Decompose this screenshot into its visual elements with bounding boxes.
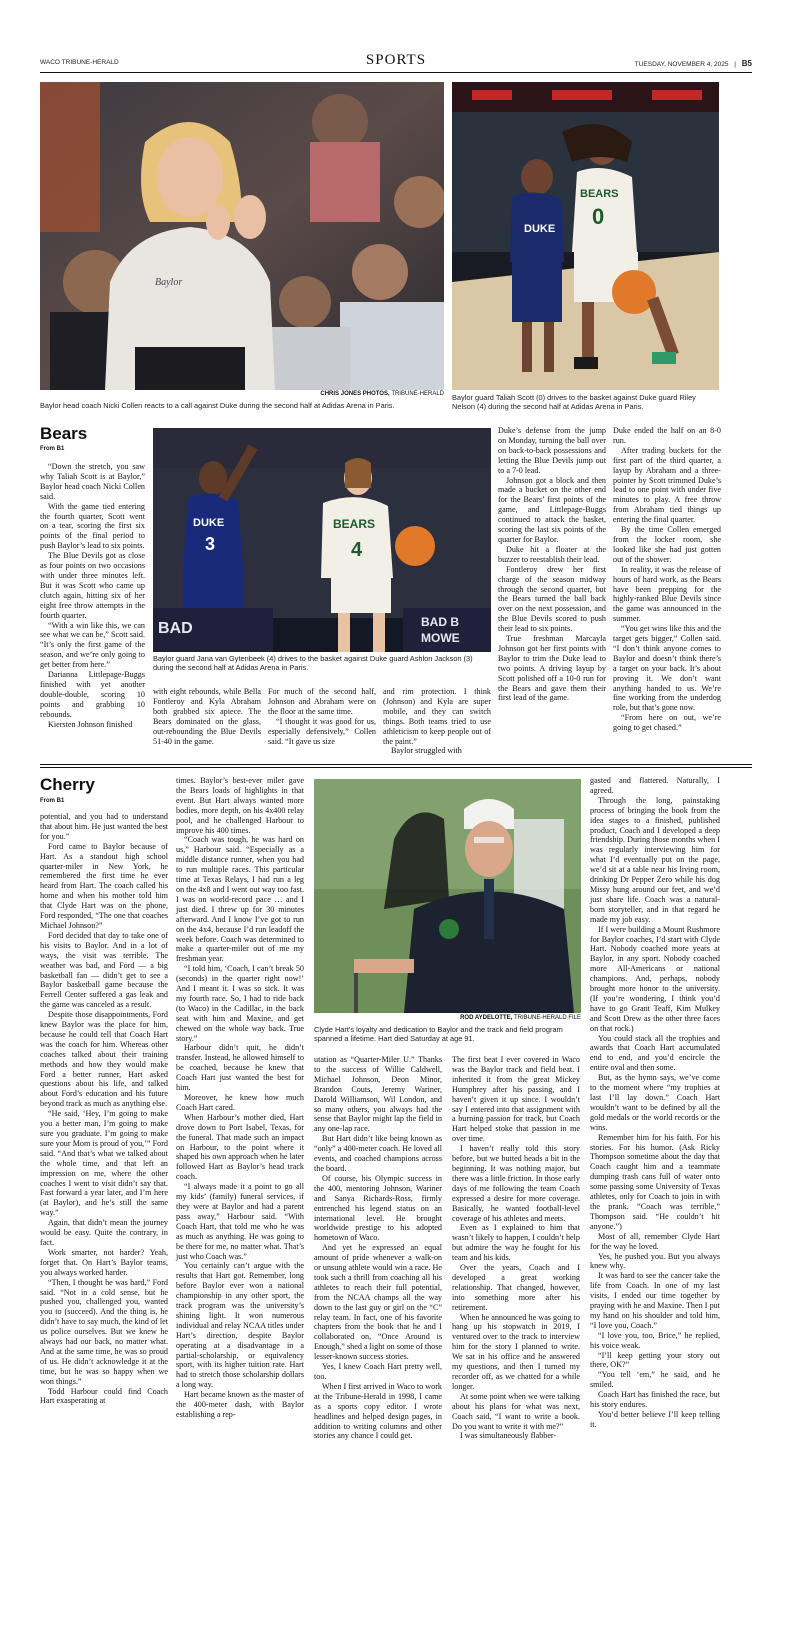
paragraph: It was hard to see the cancer take the life from Coach. In one of my last visits, I ended our time together by praying with he and Maxine. Then I put my hand on his shoulder and told him, “I love you, Coach.” xyxy=(590,1271,720,1330)
credit-org: TRIBUNE-HERALD xyxy=(391,391,444,397)
paragraph: The first beat I ever covered in Waco was the Baylor track and field beat. I inherited it from the great Mickey Humphrey after his passing, and I haven’t given it up since. I wouldn’t say I entered into that assignment with a burning passion for track, but Coach Hart helped stoke that passion in me over time. xyxy=(452,1055,580,1144)
bears-col6 xyxy=(613,426,721,733)
page-number: B5 xyxy=(741,59,752,68)
paragraph: Ford decided that day to take one of his visits to Baylor. And in a lot of ways, the visit was terrible. The weather was bad, and Ford — a big basketball fan — didn’t get to see a Baylor basketball game because the Ferrell Center suffered a gas leak and the game was canceled as a result. xyxy=(40,930,168,1010)
jersey-number-3: 4 xyxy=(351,539,363,561)
paragraph: If I were building a Mount Rushmore for Baylor coaches, I’d start with Clyde Hart. Nobody coached more years at Baylor, in any sport. Nobody coached more All-Americans or national champions. And, perhaps, nobody brought more honor to the university. (If you’re wondering, I think you’d have to go Grant Teaff, Kim Mulkey and Scott Drew as the other three faces on that rock.) xyxy=(590,924,720,1033)
header-rule xyxy=(40,72,752,73)
hart-photo xyxy=(314,779,581,1013)
credit-name-4: ROD AYDELOTTE, xyxy=(460,1015,513,1021)
paragraph: For much of the second half, Johnson and Abraham were on the floor at the same time. xyxy=(268,687,376,716)
photo4-caption: Clyde Hart's loyalty and dedication to Baylor and the track and field program spanned a lifetime. Hart died Saturday at age 91. xyxy=(314,1025,563,1043)
bears-col1 xyxy=(40,462,145,729)
paragraph: “I told him, ‘Coach, I can’t break 50 (seconds) in the quarter right now!’ And I meant it. I was so sick. It was my fourth race. So, I had to ride back (to Waco) in the Cadillac, in the back seat with him and Maxine, and get chewed on the whole way back. True story.” xyxy=(176,964,304,1043)
paragraph: At some point when we were talking about his plans for what was next, Coach said, “I want to write a book. Do you want to write it with me?” xyxy=(452,1391,580,1431)
section-title: SPORTS xyxy=(365,52,427,68)
paragraph: When I first arrived in Waco to work at the Tribune-Herald in 1998, I came as a sports copy editor. I wrote headlines and helped design pages, in addition to writing columns and other stories any chance I could get. xyxy=(314,1381,442,1441)
paragraph: “Down the stretch, you saw why Taliah Scott is at Baylor,” Baylor head coach Nicki Collen said. xyxy=(40,462,145,501)
paragraph: Yes, he pushed you. But you always knew why. xyxy=(590,1251,720,1271)
cherry-jump: From B1 xyxy=(40,798,65,804)
paragraph: With the game tied entering the fourth quarter, Scott went on a tear, scoring the first six points of the final period to push Baylor’s lead to six points. xyxy=(40,501,145,551)
paragraph: times. Baylor’s best-ever miler gave the Bears loads of highlights in that event. But Hart always wanted more bodies, more depth, on his 4x400 relay pool, and he challenged Harbour to improve his 400 times. xyxy=(176,776,304,835)
bears-col4 xyxy=(383,687,491,756)
coach-photo xyxy=(40,82,444,390)
jersey-team-3: BEARS xyxy=(333,517,376,531)
paragraph: “You tell ‘em,” he said, and he smiled. xyxy=(590,1370,720,1390)
paragraph: potential, and you had to understand that about him. He just wanted the best for you.” xyxy=(40,812,168,841)
bears-headline: Bears xyxy=(40,424,88,443)
paragraph: “I always made it a point to go all my kids’ (family) funeral services, if they were at Baylor and had a parent pass away,” Harbour said. “With Coach Hart, that told me who he was as much as anything. He was going to be there for me, no matter what. That’s just who Coach was.” xyxy=(176,1182,304,1261)
board-right-2: MOWE xyxy=(421,631,460,645)
paragraph: “From here on out, we’re going to get chased.” xyxy=(613,713,721,733)
opp-jersey-3: DUKE xyxy=(193,517,225,529)
paragraph: “I’ll keep getting your story out there, OK?” xyxy=(590,1350,720,1370)
scott-photo xyxy=(452,82,719,390)
paragraph: The Blue Devils got as close as four points on two occasions with under three minutes left. But it was Scott who came up clutch again, hitting six of her eight free throw attempts in the fourth quarter. xyxy=(40,551,145,620)
paragraph: Yes, I knew Coach Hart pretty well, too. xyxy=(314,1362,442,1381)
paragraph: “I love you, too, Brice,” he replied, his voice weak. xyxy=(590,1330,720,1350)
paragraph: with eight rebounds, while Bella Fontleroy and Kyla Abraham both grabbed six apiece. The Bears dominated on the glass, out-rebounding the Blue Devils 51-40 in the game. xyxy=(153,687,261,746)
paragraph: “Then, I thought he was hard,” Ford said. “Not in a cold sense, but he pushed you, challenged you, wanted you to (succeed). And the thing is, he didn’t have to say much, the kind of let us police ourselves. But we knew he always had our back, no matter what. And at the same time, he was so proud of us. He didn’t acknowledge it at the time, but he was so happy when we won things.” xyxy=(40,1277,168,1386)
credit-name: CHRIS JONES PHOTOS, xyxy=(320,391,390,397)
paragraph: utation as “Quarter-Miler U.” Thanks to the success of Willie Caldwell, Michael Johnson, Deon Minor, Brandon Couts, Jeremy Wariner, Darold Williamson, Wil London, and so many others, you always had the sense that Baylor might lap the field in any one-lap race. xyxy=(314,1055,442,1134)
paragraph: Baylor struggled with xyxy=(391,746,462,756)
paragraph: I haven’t really told this story before, but we butted heads a bit in the beginning. It was nothing major, but there was a little friction. In those early days of me following the team Coach expressed a desire for more coverage. Basically, he wanted football-level coverage of his athletes and meets. xyxy=(452,1144,580,1223)
paragraph: Most of all, remember Clyde Hart for the way he loved. xyxy=(590,1231,720,1251)
story-divider-top xyxy=(40,764,752,765)
paragraph: Moreover, he knew how much Coach Hart cared. xyxy=(176,1093,304,1112)
paragraph: “With a win like this, we can see what we can be,” Scott said. “It’s only the first game of the season, and we’re only going to get better from here.” xyxy=(40,620,145,670)
cherry-col4 xyxy=(452,1055,580,1441)
paragraph: Work smarter, not harder? Yeah, forget that. On Hart’s Baylor teams, you always worked harder. xyxy=(40,1247,168,1277)
paragraph: Johnson got a block and then made a bucket on the other end for the Bears’ first points of the game, and Littlepage-Buggs continued to attack the basket, scoring the last six points of the quarter for Baylor. xyxy=(498,475,606,544)
cherry-col5 xyxy=(590,776,720,1430)
bears-col2 xyxy=(153,687,261,746)
cherry-col3 xyxy=(314,1055,442,1441)
paragraph: “You get wins like this and the target gets bigger,” Collen said. “I don’t think anyone comes to Baylor and doesn’t think there’s a target on your back. It’s about proving it. We don’t want anything handed to us. We’re fine working from the underdog role, but that’s gone now. xyxy=(613,624,721,713)
paragraph: “I thought it was good for us, especially defensively,” Collen said. “It gave us size xyxy=(268,716,376,746)
paragraph: Even as I explained to him that wasn’t likely to happen, I couldn’t help but admire the way he fought for his team and his kids. xyxy=(452,1223,580,1263)
story-divider-bottom xyxy=(40,767,752,768)
paragraph: Darianna Littlepage-Buggs finished with yet another double-double, scoring 10 points and grabbing 10 rebounds. xyxy=(40,670,145,719)
paragraph: Hart became known as the master of the 400-meter dash, with Baylor establishing a rep- xyxy=(176,1390,304,1419)
paragraph: I was simultaneously flabber- xyxy=(460,1431,557,1441)
paragraph: When Harbour’s mother died, Hart drove down to Port Isabel, Texas, for the funeral. That made such an impact on Harbour, to the point where it shaped his own approach when he later followed Hart as Baylor’s head track coach. xyxy=(176,1112,304,1182)
paragraph: Ford came to Baylor because of Hart. As a standout high school quarter-miler in New York, he remembered the first time he ever heard from Hart. The coach called his home and when his mother told him that Clyde Hart was on the phone, Ford responded, “The one that coaches Michael Johnson?” xyxy=(40,841,168,930)
paragraph: Harbour didn’t quit, he didn’t transfer. Instead, he allowed himself to be coached, because he knew that Coach Hart just wanted the best for him. xyxy=(176,1043,304,1093)
paragraph: You certainly can’t argue with the results that Hart got. Remember, long before Baylor ever won a national championship in any other sport, the track program was the university’s shining light. It won numerous individual and relay NCAA titles under Hart’s direction, despite Baylor operating at a disadvantage in a partial-scholarship, or equivalency sport, with its higher tuition rate. Hart had to stretch those scholarship dollars a long way. xyxy=(176,1261,304,1390)
paragraph: Duke hit a floater at the buzzer to reestablish their lead. xyxy=(498,544,606,564)
vangytenbeek-photo xyxy=(153,428,491,652)
paragraph: Coach Hart has finished the race, but his story endures. xyxy=(590,1390,720,1410)
shirt-logo: Baylor xyxy=(155,277,183,288)
paragraph: But, as the hymn says, we’ve come to the moment where “my trophies at last I’ll lay down.” Coach Hart wouldn’t want to be defined by all the gold medals or the world records or the wins. xyxy=(590,1073,720,1132)
opp-number-3: 3 xyxy=(205,534,216,554)
paragraph: Todd Harbour could find Coach Hart exasperating at xyxy=(40,1386,168,1406)
paragraph: Over the years, Coach and I developed a great working relationship. That changed, however, into something more after his retirement. xyxy=(452,1263,580,1312)
jersey-number: 0 xyxy=(592,204,605,229)
paragraph: gasted and flattered. Naturally, I agreed. xyxy=(590,776,720,795)
paragraph: Remember him for his faith. For his stories. For his humor. (Ask Ricky Thompson sometime about the day that Coach caught him and a teammate dumping trash cans full of water onto some passing some University of Texas athletes, only for Coach to join in with the prank. “Coach was terrible,” Thompson said. “He couldn’t hit anyone.”) xyxy=(590,1132,720,1231)
cherry-headline: Cherry xyxy=(40,775,95,794)
paragraph: “He said, ‘Hey, I’m going to make you a better man, I’m going to make sure you graduate. I’m going to make sure your Mom is proud of you,’” Ford said. “And that’s what we talked about the whole time, and that left an impression on me, where the other coaches I went to visit didn’t say that. Fast forward a year later, and I’m here (at Baylor), and he’s still the same way.” xyxy=(40,1109,168,1218)
paragraph: Again, that didn’t mean the journey would be easy. Quite the contrary, in fact. xyxy=(40,1218,168,1247)
paragraph: Duke ended the half on an 8-0 run. xyxy=(613,426,721,445)
paragraph: Through the long, painstaking process of bringing the book from the idea stages to a finished, published product, Coach and I developed a deep friendship. During those months when I was regularly interviewing him for what I’d eventually put on the page, we’d sit at a table near his living room, drinking Dr Pepper Zero while his dog Missy hung around our feet, and we’d just share life. Coach was a natural-born storyteller, and in that regard he made my job easy. xyxy=(590,795,720,924)
paragraph: And yet he expressed an equal amount of pride whenever a walk-on or unsung athlete would win a race. He took such a thrill from coaching all his athletes to reach their full potential, from the NCAA champs all the way down to the last guy or girl on the “C” relay team. In fact, one of his favorite chapters from the book that he and I collaborated on, “Once Around is Enough,” shed a light on some of those lesser-known success stories. xyxy=(314,1243,442,1362)
cherry-col1 xyxy=(40,812,168,1406)
paragraph: In reality, it was the release of hours of hard work, as the Bears have been prepping for the highly-ranked Blue Devils since the game was announced in the summer. xyxy=(613,564,721,624)
photo1-credit xyxy=(40,391,444,397)
board-right: BAD B xyxy=(421,615,459,629)
bears-jump: From B1 xyxy=(40,446,65,452)
page-info: TUESDAY, NOVEMBER 4, 2025 | B5 xyxy=(634,59,752,68)
date: TUESDAY, NOVEMBER 4, 2025 xyxy=(634,61,729,68)
photo1-caption: Baylor head coach Nicki Collen reacts to a call against Duke during the second half at Adidas Arena in Paris. xyxy=(40,401,395,410)
bears-col5 xyxy=(498,426,606,703)
paragraph: When he announced he was going to hang up his stopwatch in 2019, I ventured over to the track to interview him for the story I planned to write. We sat in his office and he answered my questions, and then I turned my recorder off, as we chatted for a while longer. xyxy=(452,1312,580,1391)
photo2-caption: Baylor guard Taliah Scott (0) drives to the basket against Duke guard Riley Nelson (4) during the second half at Adidas Arena in Paris. xyxy=(452,393,696,411)
paragraph: Kiersten Johnson finished xyxy=(48,719,133,729)
jersey-team: BEARS xyxy=(580,188,619,200)
cherry-col2 xyxy=(176,776,304,1420)
paragraph: and rim protection. I think (Johnson) and Kyla are super mobile, and they can switch things. Both teams tried to use athleticism to keep people out of the paint.” xyxy=(383,687,491,746)
paragraph: Fontleroy drew her first charge of the season midway through the second quarter, but the Bears turned the ball back over on the next possession, and the Blue Devils scored to push their lead to six points. xyxy=(498,564,606,634)
opp-jersey: DUKE xyxy=(524,223,556,235)
photo3-caption: Baylor guard Jana van Gytenbeek (4) drives to the basket against Duke guard Ashlon Jackson (3) during the second half at Adidas Arena in Paris. xyxy=(153,654,473,672)
paragraph: Duke’s defense from the jump on Monday, turning the ball over on back-to-back possessions and letting the Blue Devils jump out to a 7-0 lead. xyxy=(498,426,606,475)
paragraph: Of course, his Olympic success in the 400, mentoring Johnson, Wariner and Sanya Richards-Ross, firmly entrenched his legend status on an international level. He brought worldwide prestige to his adopted hometown of Waco. xyxy=(314,1173,442,1243)
paragraph: True freshman Marcayla Johnson got her first points with Baylor to trim the Duke lead to two points. A driving layup by Scott polished off a 10-0 run for the Bears and gave them their first lead of the game. xyxy=(498,634,606,703)
paragraph: “Coach was tough, he was hard on us,” Harbour said. “Especially as a middle distance runner, when you had to run multiple races. This particular time at Texas Relays, I had run a leg on the 4x8 and I went out way too fast. I was on world-record pace … and I just died. I threw up for 30 minutes afterward. And I know I’ve got to run on the 4x4, because I’d run leadoff the week before. Coach was determined to make a quarter-miler out of me my freshman year. xyxy=(176,835,304,964)
bears-col3 xyxy=(268,687,376,746)
paragraph: But Hart didn’t like being known as “only” a 400-meter coach. He loved all events, and coached champions across the board. xyxy=(314,1134,442,1173)
paper-name: WACO TRIBUNE-HERALD xyxy=(40,59,119,66)
board-left: BAD xyxy=(158,620,193,637)
credit-org-4: TRIBUNE-HERALD FILE xyxy=(513,1015,581,1021)
paragraph: After trading buckets for the first part of the third quarter, a layup by Abraham and a three-pointer by Scott trimmed Duke’s lead to one point with under five minutes to play. A free throw from Abraham tied things up entering the final quarter. xyxy=(613,445,721,525)
photo4-credit xyxy=(314,1015,581,1021)
paragraph: Despite those disappointments, Ford knew Baylor was the place for him, because he could tell that Coach Hart was the coach for him. Whereas other coaches talked about their training methods and how they would make Ford a better runner, Hart asked questions about his life, and talked about Ford’s education and his future beyond track as much as anything else. xyxy=(40,1010,168,1109)
paragraph: By the time Collen emerged from the locker room, she looked like she had just gotten out of the shower. xyxy=(613,525,721,564)
paragraph: You could stack all the trophies and awards that Coach Hart accumulated end to end, and you’d encircle the entire oval and then some. xyxy=(590,1033,720,1073)
paragraph: You’d better believe I’ll keep telling it. xyxy=(590,1410,720,1429)
